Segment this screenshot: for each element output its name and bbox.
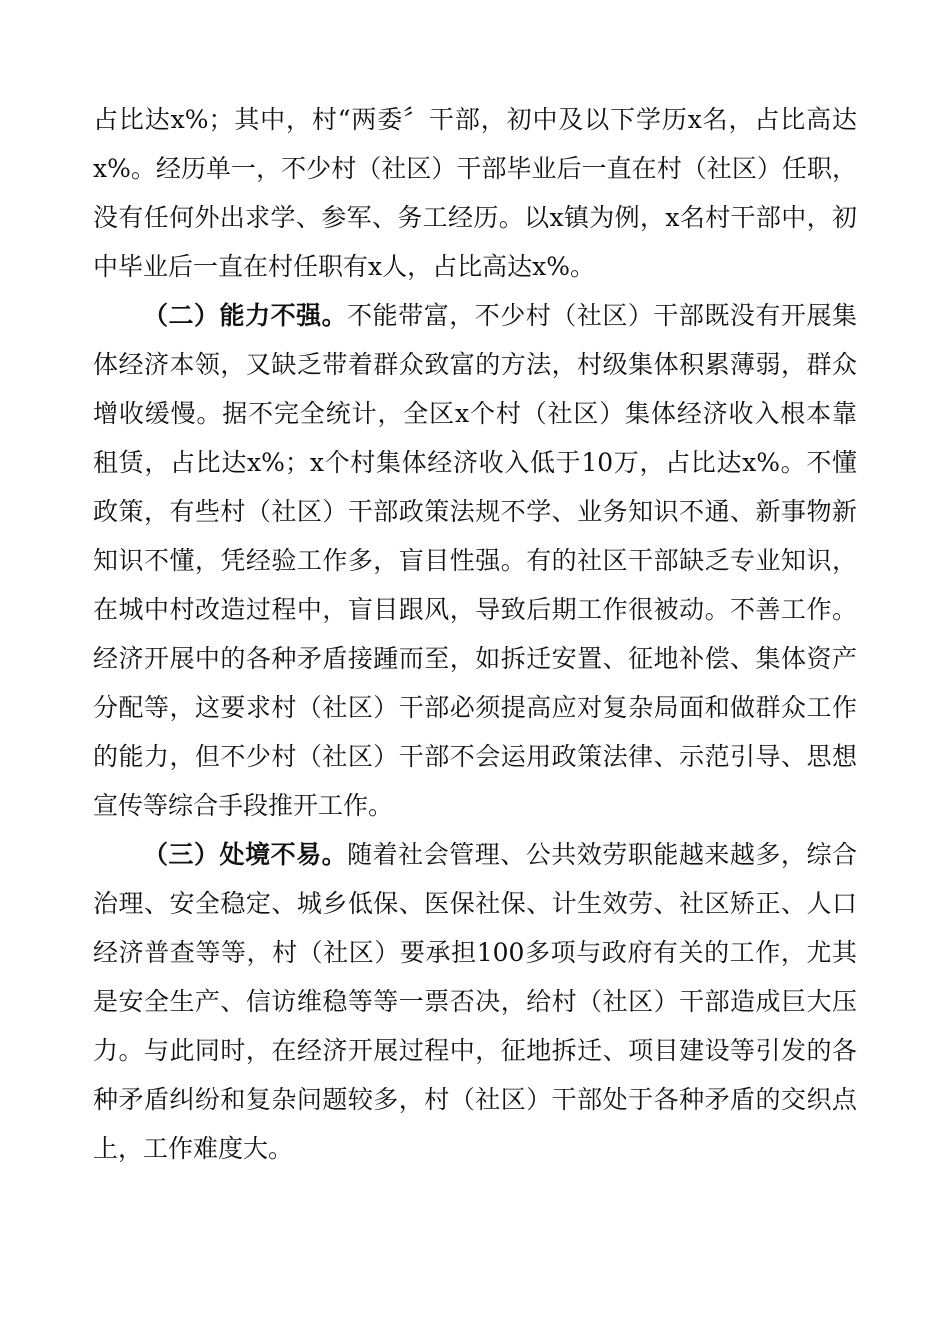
paragraph-ability bbox=[93, 291, 857, 830]
paragraph-situation bbox=[93, 830, 857, 1173]
section-heading-situation: （三）处境不易。 bbox=[143, 840, 348, 869]
paragraph-1-text: 占比达x%；其中，村“两委〞干部，初中及以下学历x名，占比高达x%。经历单一，不少村（社区）干部毕业后一直在村（社区）任职，没有任何外出求学、参军、务工经历。以x镇为例，x名村干部中，初中毕业后一直在村任职有x人，占比高达x%。 bbox=[93, 105, 857, 281]
section-heading-ability: （二）能力不强。 bbox=[143, 301, 348, 330]
document-page bbox=[93, 95, 857, 1173]
paragraph-3-text: 随着社会管理、公共效劳职能越来越多，综合治理、安全稳定、城乡低保、医保社保、计生效劳、社区矫正、人口经济普查等等，村（社区）要承担100多项与政府有关的工作，尤其是安全生产、信访维稳等等一票否决，给村（社区）干部造成巨大压力。与此同时，在经济开展过程中，征地拆迁、项目建设等引发的各种矛盾纠纷和复杂问题较多，村（社区）干部处于各种矛盾的交织点上，工作难度大。 bbox=[93, 840, 857, 1163]
paragraph-2-text: 不能带富，不少村（社区）干部既没有开展集体经济本领，又缺乏带着群众致富的方法，村级集体积累薄弱，群众增收缓慢。据不完全统计，全区x个村（社区）集体经济收入根本靠租赁，占比达x%；x个村集体经济收入低于10万，占比达x%。不懂政策，有些村（社区）干部政策法规不学、业务知识不通、新事物新知识不懂，凭经验工作多，盲目性强。有的社区干部缺乏专业知识，在城中村改造过程中，盲目跟风，导致后期工作很被动。不善工作。经济开展中的各种矛盾接踵而至，如拆迁安置、征地补偿、集体资产分配等，这要求村（社区）干部必须提高应对复杂局面和做群众工作的能力，但不少村（社区）干部不会运用政策法律、示范引导、思想宣传等综合手段推开工作。 bbox=[93, 301, 857, 820]
paragraph-continuation bbox=[93, 95, 857, 291]
